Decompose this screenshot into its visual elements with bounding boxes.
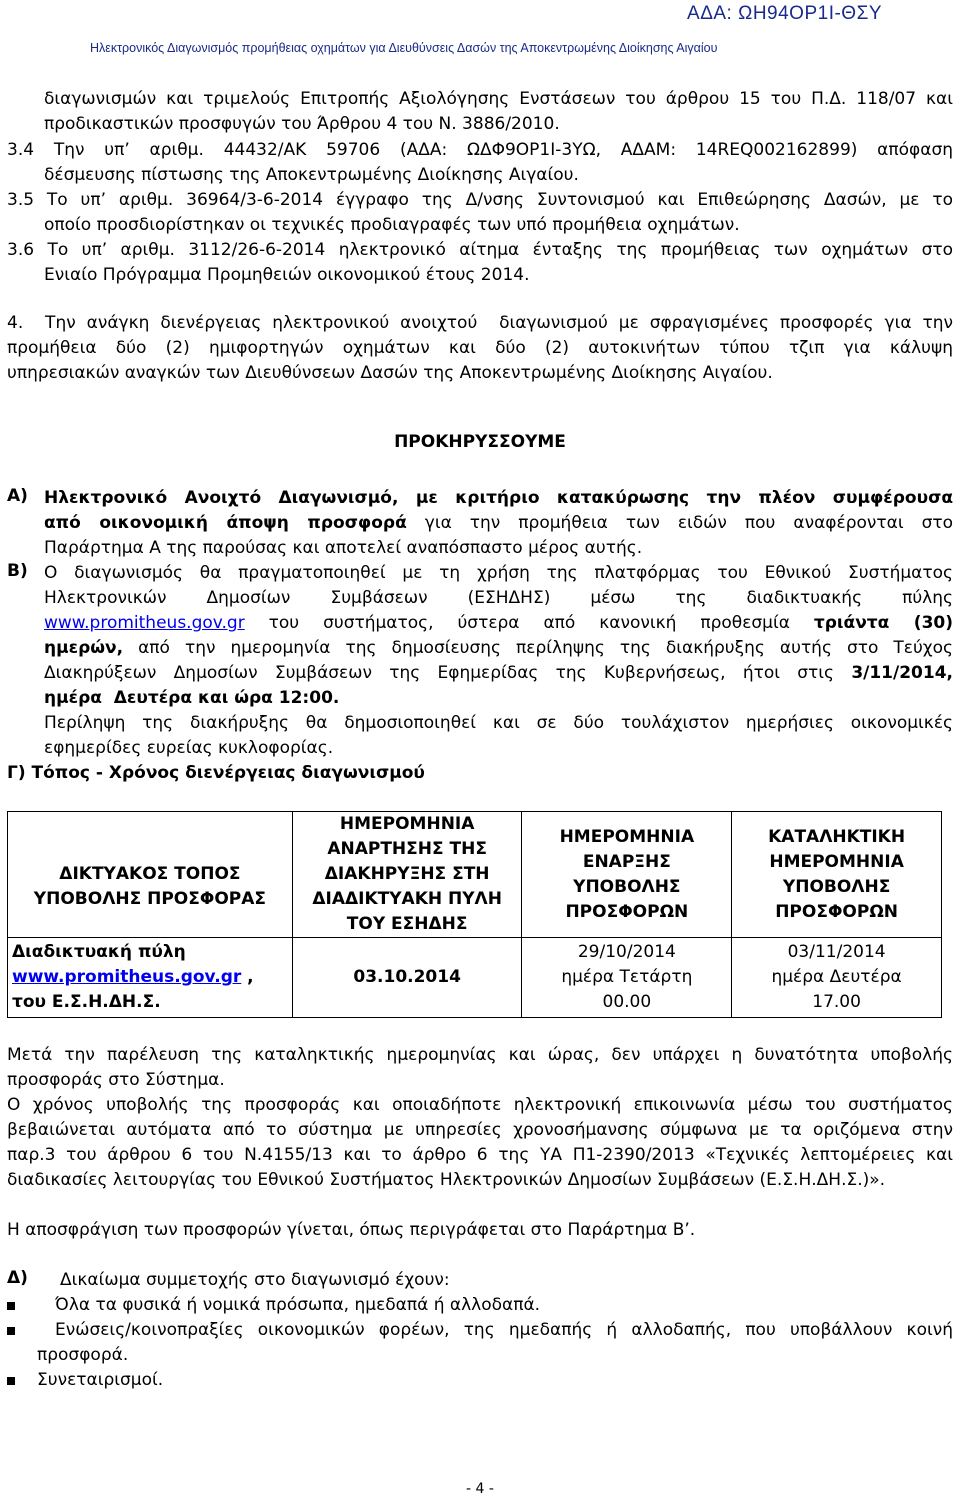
paragraph-4-line: 4. Την ανάγκη διενέργειας ηλεκτρονικού ανοιχτού διαγωνισμού με σφραγισμένες προσφορές για την: [7, 313, 953, 333]
section-b-line: www.promitheus.gov.gr του συστήματος, ύστερα από κανονική προθεσμία τριάντα (30): [44, 613, 954, 633]
portal-label: Διαδικτυακή πύλη: [12, 942, 186, 962]
section-c-heading: Γ) Τόπος - Χρόνος διενέργειας διαγωνισμού: [7, 763, 425, 783]
text-line: Μετά την παρέλευση της καταληκτικής ημερομηνίας και ώρας, δεν υπάρχει η δυνατότητα υποβολής: [7, 1045, 953, 1065]
table-cell: Διαδικτυακή πύλη www.promitheus.gov.gr , του Ε.Σ.Η.ΔΗ.Σ.: [8, 938, 293, 1018]
table-header-cell: ΚΑΤΑΛΗΚΤΙΚΗ ΗΜΕΡΟΜΗΝΙΑ ΥΠΟΒΟΛΗΣ ΠΡΟΣΦΟΡΩΝ: [732, 812, 942, 938]
table-header-cell: ΔΙΚΤΥΑΚΟΣ ΤΟΠΟΣ ΥΠΟΒΟΛΗΣ ΠΡΟΣΦΟΡΑΣ: [8, 812, 293, 938]
text-line: 3.5 Το υπ’ αριθμ. 36964/3-6-2014 έγγραφο της Δ/νσης Συντονισμού και Επιθεώρησης Δασών, με το: [7, 190, 953, 210]
list-item-continuation: προσφορά.: [37, 1345, 129, 1365]
section-b-line: Περίληψη της διακήρυξης θα δημοσιοποιηθεί και σε δύο τουλάχιστον ημερήσιες οικονομικές: [44, 713, 953, 733]
text-line: διαγωνισμών και τριμελούς Επιτροπής Αξιολόγησης Ενστάσεων του άρθρου 15 του Π.Δ. 118/07 και: [44, 89, 953, 109]
paragraph-4-line: υπηρεσιακών αναγκών των Διευθύνσεων Δασών της Αποκεντρωμένης Διοίκησης Αιγαίου.: [7, 363, 773, 383]
list-item: Ενώσεις/κοινοπραξίες οικονομικών φορέων, της ημεδαπής ή αλλοδαπής, που υποβάλλουν κοινή: [55, 1320, 953, 1340]
table-cell: 29/10/2014 ημέρα Τετάρτη 00.00: [522, 938, 732, 1018]
section-a-line: από οικονομική άποψη προσφορά για την προμήθεια των ειδών που αναφέρονται στο: [44, 513, 953, 533]
ada-code: ΑΔΑ: ΩΗ94ΟΡ1Ι-ΘΣΥ: [687, 3, 882, 24]
table-promitheus-link[interactable]: www.promitheus.gov.gr: [12, 967, 242, 987]
document-subtitle: Ηλεκτρονικός Διαγωνισμός προμήθειας οχημάτων για Διευθύνσεις Δασών της Αποκεντρωμένης Διοίκησης Αιγαίου: [90, 41, 718, 55]
section-a-line: Ηλεκτρονικό Ανοιχτό Διαγωνισμό, με κριτήριο κατακύρωσης την πλέον συμφέρουσα: [44, 488, 953, 508]
section-b-label: Β): [7, 561, 28, 581]
list-item: Όλα τα φυσικά ή νομικά πρόσωπα, ημεδαπά ή αλλοδαπά.: [55, 1295, 541, 1315]
text-line: Ενιαίο Πρόγραμμα Προμηθειών οικονομικού έτους 2014.: [44, 265, 530, 285]
text-line: προσφοράς στο Σύστημα.: [7, 1070, 225, 1090]
section-d-text: Δικαίωμα συμμετοχής στο διαγωνισμό έχουν:: [60, 1270, 450, 1290]
text-line: δέσμευσης πίστωσης της Αποκεντρωμένης Διοίκησης Αιγαίου.: [44, 165, 579, 185]
text-line: 3.4 Την υπ’ αριθμ. 44432/ΑΚ 59706 (ΑΔΑ: ΩΔΦ9ΟΡ1Ι-3ΥΩ, ΑΔΑΜ: 14REQ002162899) απόφαση: [7, 140, 953, 160]
table-header-cell: ΗΜΕΡΟΜΗΝΙΑ ΑΝΑΡΤΗΣΗΣ ΤΗΣ ΔΙΑΚΗΡΥΞΗΣ ΣΤΗ ΔΙΑΔΙΚΤΥΑΚΗ ΠΥΛΗ ΤΟΥ ΕΣΗΔΗΣ: [292, 812, 522, 938]
list-item: Συνεταιρισμοί.: [37, 1370, 164, 1390]
table-row: [8, 938, 942, 1018]
text-line: Ο χρόνος υποβολής της προσφοράς και οποιαδήποτε ηλεκτρονική επικοινωνία μέσω του συστήματος: [7, 1095, 953, 1115]
text-line: 3.6 Το υπ’ αριθμ. 3112/26-6-2014 ηλεκτρονικό αίτημα ένταξης της προμήθειας των οχημάτων στο: [7, 240, 953, 260]
text-line: βεβαιώνεται αυτόματα από το σύστημα με υπηρεσίες χρονοσήμανσης σύμφωνα με τα οριζόμενα στην: [7, 1120, 953, 1140]
paragraph-4-line: προμήθεια δύο (2) ημιφορτηγών οχημάτων και δύο (2) αυτοκινήτων τύπου τζιπ για κάλυψη: [7, 338, 953, 358]
text-line: οποίο προσδιορίστηκαν οι τεχνικές προδιαγραφές των υπό προμήθεια οχημάτων.: [44, 215, 740, 235]
section-b-line: Ο διαγωνισμός θα πραγματοποιηθεί με τη χρήση της πλατφόρμας του Εθνικού Συστήματος: [44, 563, 953, 583]
promitheus-link[interactable]: www.promitheus.gov.gr: [44, 613, 245, 633]
section-b-line: Διακηρύξεων Δημοσίων Συμβάσεων της Εφημερίδας της Κυβερνήσεως, ήτοι στις 3/11/2014,: [44, 663, 953, 683]
text-line: διαδικασίες λειτουργίας του Εθνικού Συστήματος Ηλεκτρονικών Δημοσίων Συμβάσεων (Ε.Σ.Η.ΔΗ.Σ.)».: [7, 1170, 886, 1190]
section-b-line: εφημερίδες ευρείας κυκλοφορίας.: [44, 738, 334, 758]
section-b-line: Ηλεκτρονικών Δημοσίων Συμβάσεων (ΕΣΗΔΗΣ) μέσω της διαδικτυακής πύλης: [44, 588, 953, 608]
table-row: [8, 812, 942, 938]
text-line: Η αποσφράγιση των προσφορών γίνεται, όπως περιγράφεται στο Παράρτημα Β’.: [7, 1220, 696, 1240]
text-line: προδικαστικών προσφυγών του Άρθρου 4 του Ν. 3886/2010.: [44, 114, 560, 134]
section-a-line: Παράρτημα Α της παρούσας και αποτελεί αναπόσπαστο μέρος αυτής.: [44, 538, 643, 558]
section-a-label: Α): [7, 486, 28, 506]
table-cell: 03/11/2014 ημέρα Δευτέρα 17.00: [732, 938, 942, 1018]
proclamation-heading: ΠΡΟΚΗΡΥΣΣΟΥΜΕ: [394, 432, 566, 452]
bullet-icon: [7, 1377, 15, 1385]
portal-owner: του Ε.Σ.Η.ΔΗ.Σ.: [12, 992, 161, 1012]
table-header-cell: ΗΜΕΡΟΜΗΝΙΑ ΕΝΑΡΞΗΣ ΥΠΟΒΟΛΗΣ ΠΡΟΣΦΟΡΩΝ: [522, 812, 732, 938]
bullet-icon: [7, 1302, 15, 1310]
table-cell: 03.10.2014: [292, 938, 522, 1018]
bullet-icon: [7, 1327, 15, 1335]
page-number: - 4 -: [466, 1481, 494, 1497]
section-d-label: Δ): [7, 1268, 28, 1288]
section-b-line: ημέρα Δευτέρα και ώρα 12:00.: [44, 688, 340, 708]
section-b-line: ημερών, από την ημερομηνία της δημοσίευσης περίληψης της διακήρυξης αυτής στο Τεύχος: [44, 638, 953, 658]
text-line: παρ.3 του άρθρου 6 του Ν.4155/13 και το άρθρο 6 της ΥΑ Π1-2390/2013 «Τεχνικές λεπτομέρειες και: [7, 1145, 953, 1165]
schedule-table: [7, 811, 942, 1018]
